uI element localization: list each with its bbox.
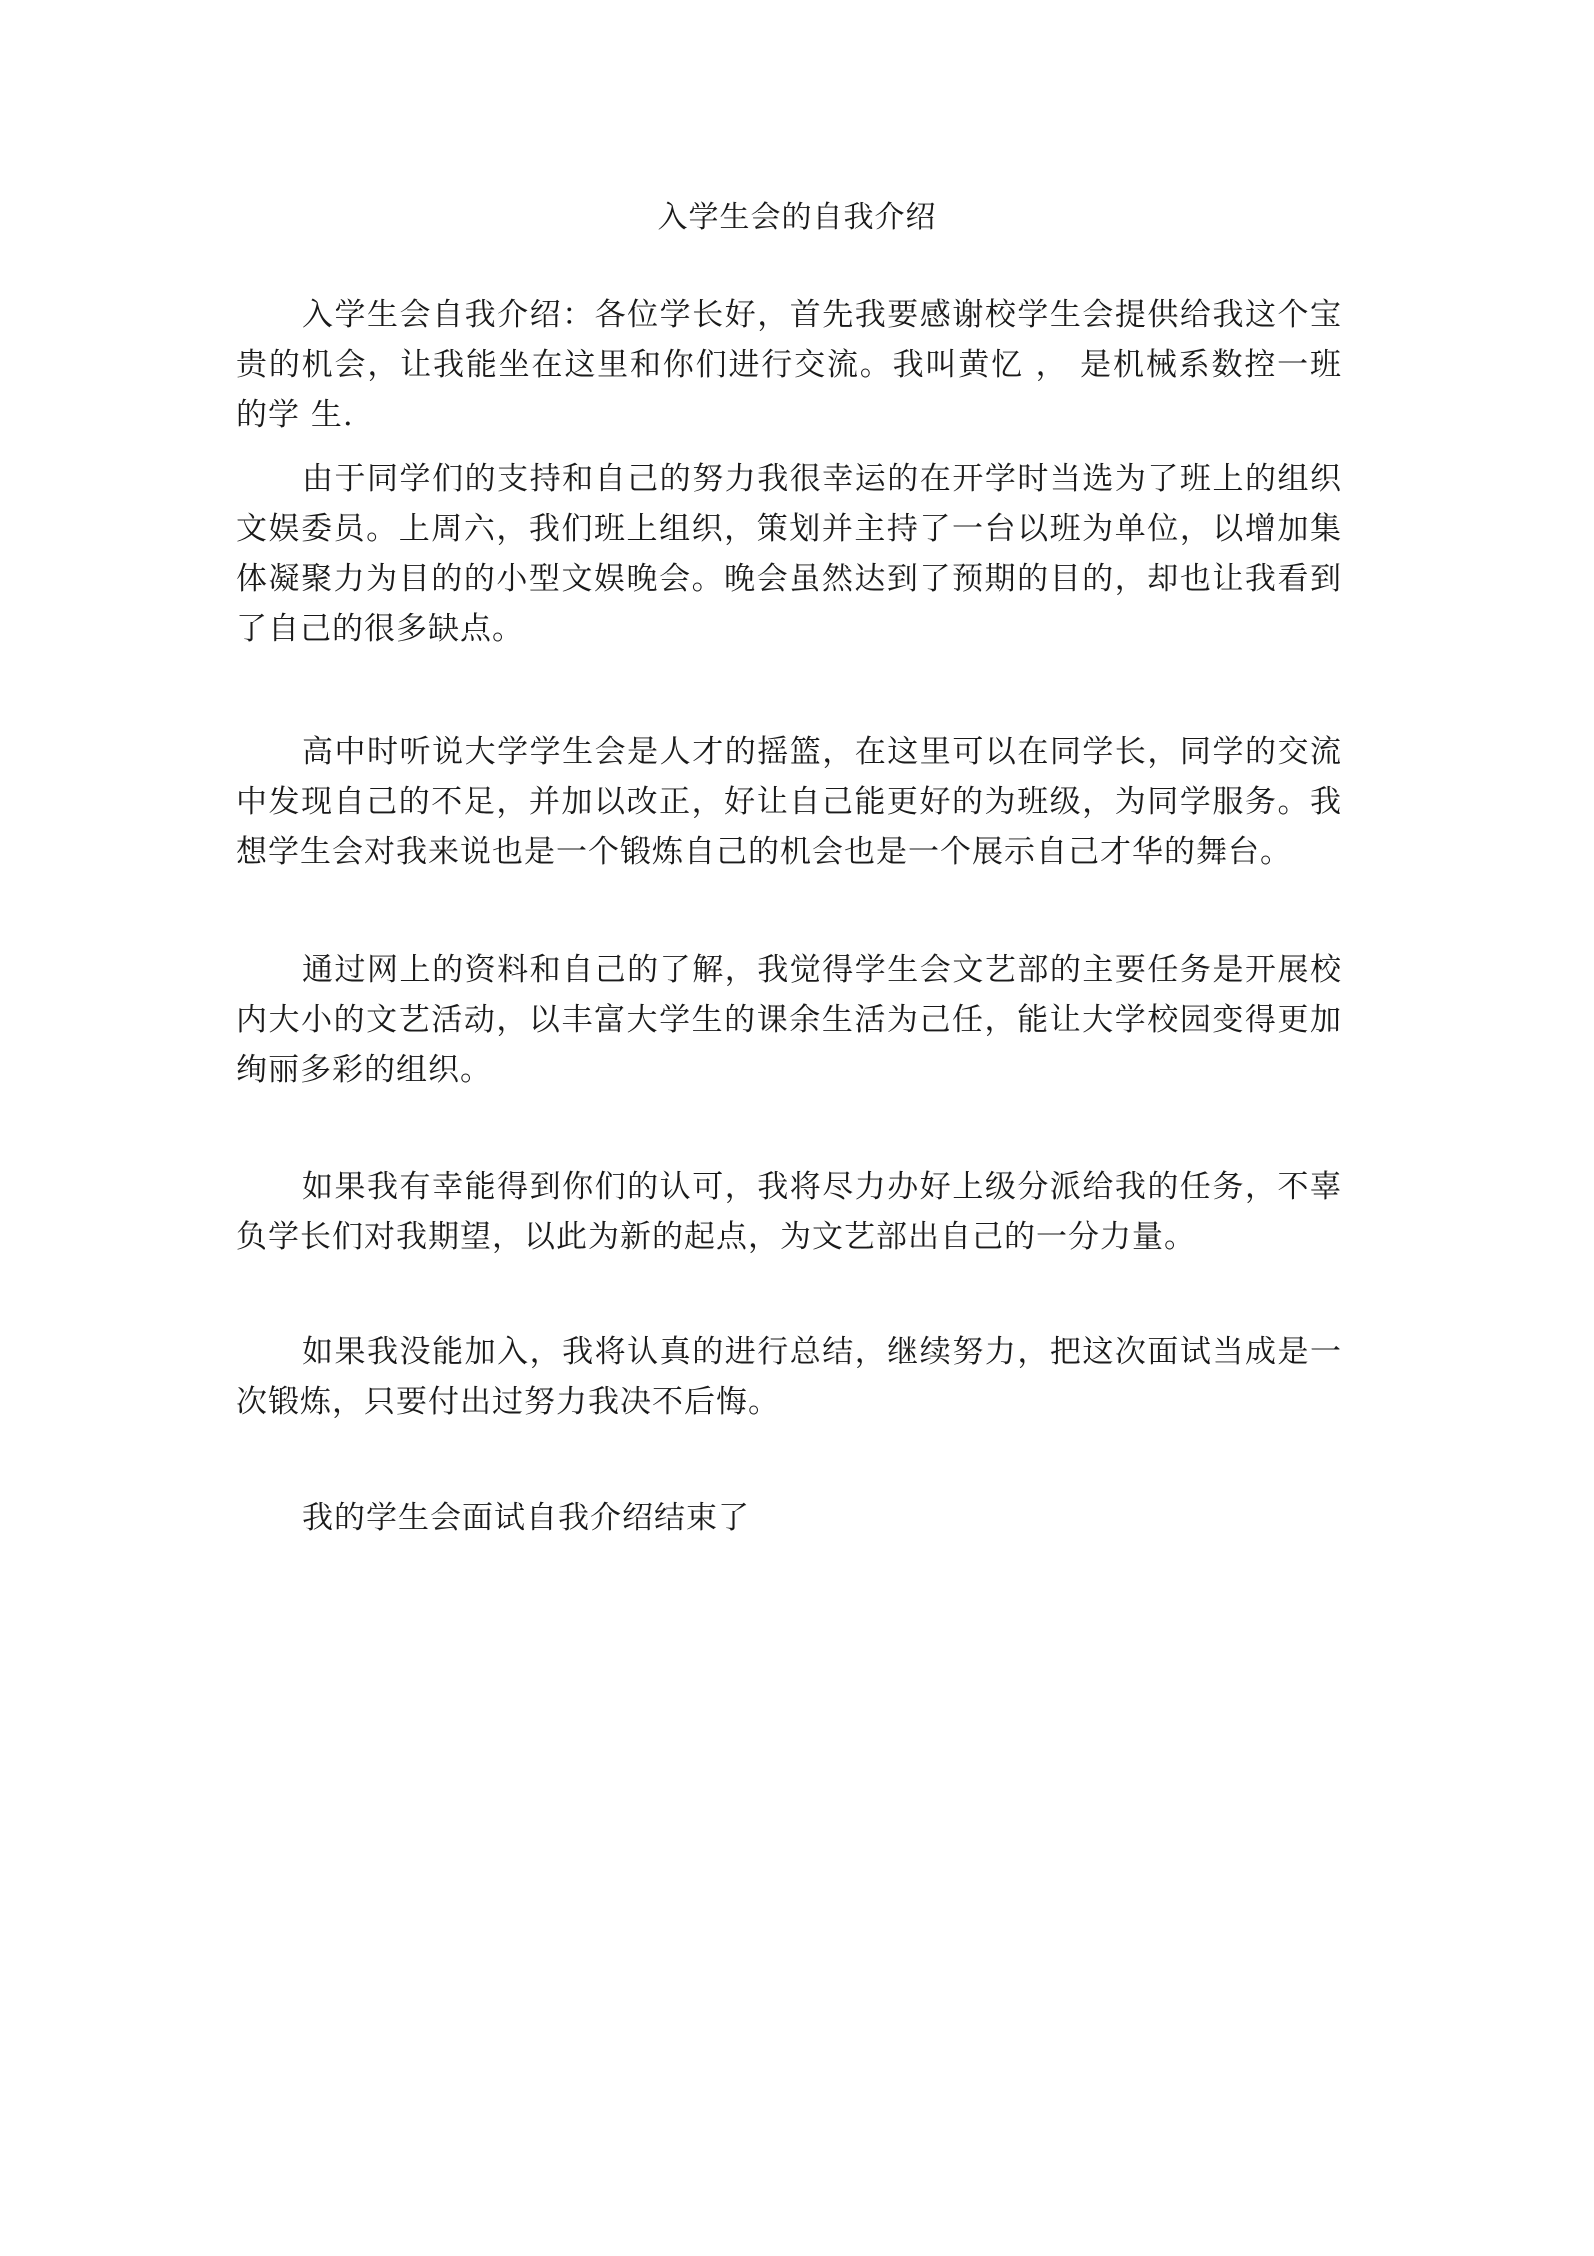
paragraph-if-accepted: 如果我有幸能得到你们的认可，我将尽力办好上级分派给我的任务，不辜 负学长们对我期望，以此为新的起点，为文艺部出自己的一分力量。: [236, 1169, 1342, 1255]
paragraph-introduction: 入学生会自我介绍：各位学长好，首先我要感谢校学生会提供给我这个宝 贵的机会，让我能坐在这里和你们进行交流。我叫黄忆 ， 是机械系数控一班的学 生.: [236, 297, 1342, 433]
paragraph-if-rejected: 如果我没能加入，我将认真的进行总结，继续努力，把这次面试当成是一 次锻炼，只要付出过努力我决不后悔。: [236, 1334, 1342, 1420]
paragraph-closing: 我的学生会面试自我介绍结束了: [302, 1500, 750, 1536]
paragraph-department-understanding: 通过网上的资料和自己的了解，我觉得学生会文艺部的主要任务是开展校 内大小的文艺活动，以丰富大学生的课余生活为己任，能让大学校园变得更加 绚丽多彩的组织。: [236, 952, 1342, 1088]
paragraph-class-role: 由于同学们的支持和自己的努力我很幸运的在开学时当选为了班上的组织 文娱委员。上周六，我们班上组织，策划并主持了一台以班为单位，以增加集 体凝聚力为目的的小型文娱晚会。晚会虽然达到了预期的目的，却也让我看到 了自己的很多缺点。: [236, 461, 1342, 647]
paragraph-motivation: 高中时听说大学学生会是人才的摇篮，在这里可以在同学长，同学的交流 中发现自己的不足，并加以改正，好让自己能更好的为班级，为同学服务。我 想学生会对我来说也是一个锻炼自己的机会也是一个展示自己才华的舞台。: [236, 734, 1342, 870]
document-title: 入学生会的自我介绍: [657, 200, 937, 235]
